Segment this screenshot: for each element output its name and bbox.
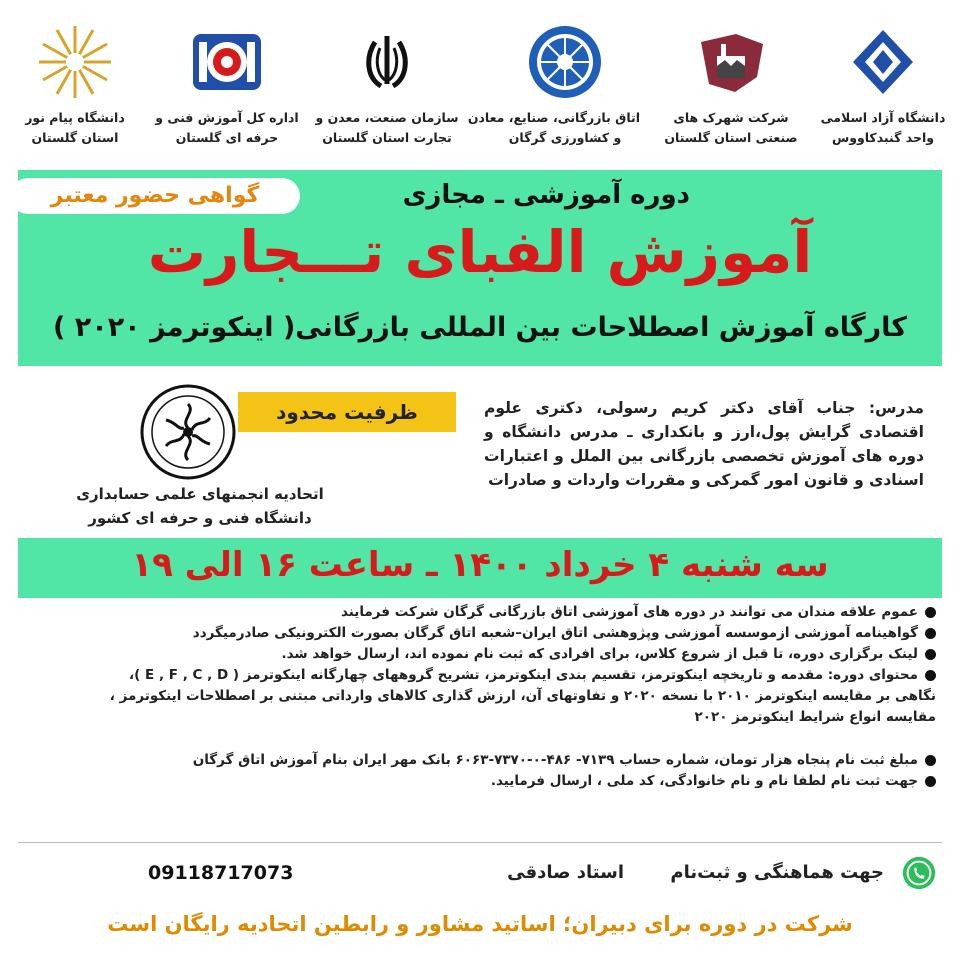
contact-name: استاد صادقی (507, 862, 624, 883)
logo-industrial-parks (656, 22, 806, 148)
logo-caption: تجارت استان گلستان (322, 130, 452, 145)
logo-caption: اداره کل آموزش فنی و (155, 110, 299, 125)
footer-note: شرکت در دوره برای دبیران؛ اساتید مشاور و رابطین اتحادیه رایگان است (107, 912, 853, 936)
logo-caption: و کشاورزی گرگان (508, 130, 622, 145)
sub-title: کارگاه آموزش اصطلاحات بین المللی بازرگانی( اینکوترمز ۲۰۲۰ ) (52, 312, 907, 343)
logo-caption: دانشگاه آزاد اسلامی (820, 110, 946, 125)
logo-caption: شرکت شهرک های (673, 110, 789, 125)
logo-payame-noor (0, 22, 150, 148)
association-line: دانشگاه فنی و حرفه ای کشور (88, 509, 312, 527)
list-item: عموم علاقه مندان می توانند در دوره های آموزشی اتاق بازرگانی گرگان شرکت فرمایند (16, 602, 936, 623)
logo-caption: واحد گنبدکاووس (831, 130, 935, 145)
logo-caption: صنعتی استان گلستان (664, 130, 798, 145)
certificate-badge: گواهی حضور معتبر (10, 178, 300, 214)
association-line: اتحادیه انجمنهای علمی حسابداری (76, 485, 324, 503)
technical-vocational-logo-icon (187, 22, 267, 102)
main-title: آموزش الفبای تـــجارت (147, 218, 813, 286)
industrial-parks-logo-icon (691, 22, 771, 102)
logo-azad-university (808, 22, 958, 148)
logo-caption: سازمان صنعت، معدن و (315, 110, 459, 125)
list-item-continuation: مقایسه انواع شرایط اینکوترمز ۲۰۲۰ (694, 709, 936, 725)
list-item-continuation: نگاهی بر مقایسه اینکوترمز ۲۰۱۰ با نسخه ۲۰۲۰ و تفاوتهای آن، ارزش گذاری کالاهای وارداتی مبتنی بر اصطلاحات اینکوترمز ، (109, 688, 936, 704)
logo-caption: اتاق بازرگانی، صنایع، معادن (467, 110, 640, 125)
accounting-association-seal-icon (138, 382, 238, 482)
logo-industry-ministry (312, 22, 462, 148)
list-item: محتوای دوره: مقدمه و تاریخچه اینکوترمز، تقسیم بندی اینکوترمز، تشریح گروههای چهارگانه اینکوترمز ( E , F , C , D )، (16, 665, 936, 686)
contact-label: جهت هماهنگی و ثبت‌نام (670, 862, 884, 883)
logo-caption: حرفه ای گلستان (175, 130, 279, 145)
info-list (16, 602, 936, 792)
list-item: جهت ثبت نام لطفا نام و نام خانوادگی، کد ملی ، ارسال فرمایید. (16, 771, 936, 792)
event-date: سه شنبه ۴ خرداد ۱۴۰۰ ـ ساعت ۱۶ الی ۱۹ (131, 545, 829, 585)
chamber-of-commerce-logo-icon (525, 22, 605, 102)
association-caption (40, 482, 360, 530)
logo-technical-vocational (152, 22, 302, 148)
course-type: دوره آموزشی ـ مجازی (402, 180, 690, 210)
logo-caption: دانشگاه پیام نور (25, 110, 125, 125)
instructor-info: مدرس: جناب آقای دکتر کریم رسولی، دکتری علوم اقتصادی گرایش پول،ارز و بانکداری ـ مدرس دانشگاه و دوره های آموزش تخصصی بازرگانی بین الملل و اعتبارات اسنادی و قانون امور گمرکی و مقررات واردات و صادرات (484, 399, 924, 489)
contact-phone: 09118717073 (148, 862, 294, 884)
logo-caption: استان گلستان (31, 130, 119, 145)
list-item: گواهینامه آموزشی ازموسسه آموزشی وپژوهشی اتاق ایران–شعبه اتاق گرگان بصورت الکترونیکی صادرمیگردد (16, 623, 936, 644)
capacity-badge: ظرفیت محدود (238, 392, 456, 432)
list-item: لینک برگزاری دوره، تا قبل از شروع کلاس، برای افرادی که ثبت نام نموده اند، ارسال خواهد شد. (16, 644, 936, 665)
divider (18, 842, 942, 843)
list-item: مبلغ ثبت نام پنجاه هزار تومان، شماره حساب ۷۱۳۹- ۴۸۶-۰-۷۳۷۰-۶۰۶۳ بانک مهر ایران بنام آموزش اتاق گرگان (16, 750, 936, 771)
iran-emblem-icon (347, 22, 427, 102)
logo-chamber-of-commerce (467, 22, 640, 148)
azad-university-logo-icon (843, 22, 923, 102)
payame-noor-sunburst-icon (35, 22, 115, 102)
whatsapp-icon (900, 854, 938, 892)
